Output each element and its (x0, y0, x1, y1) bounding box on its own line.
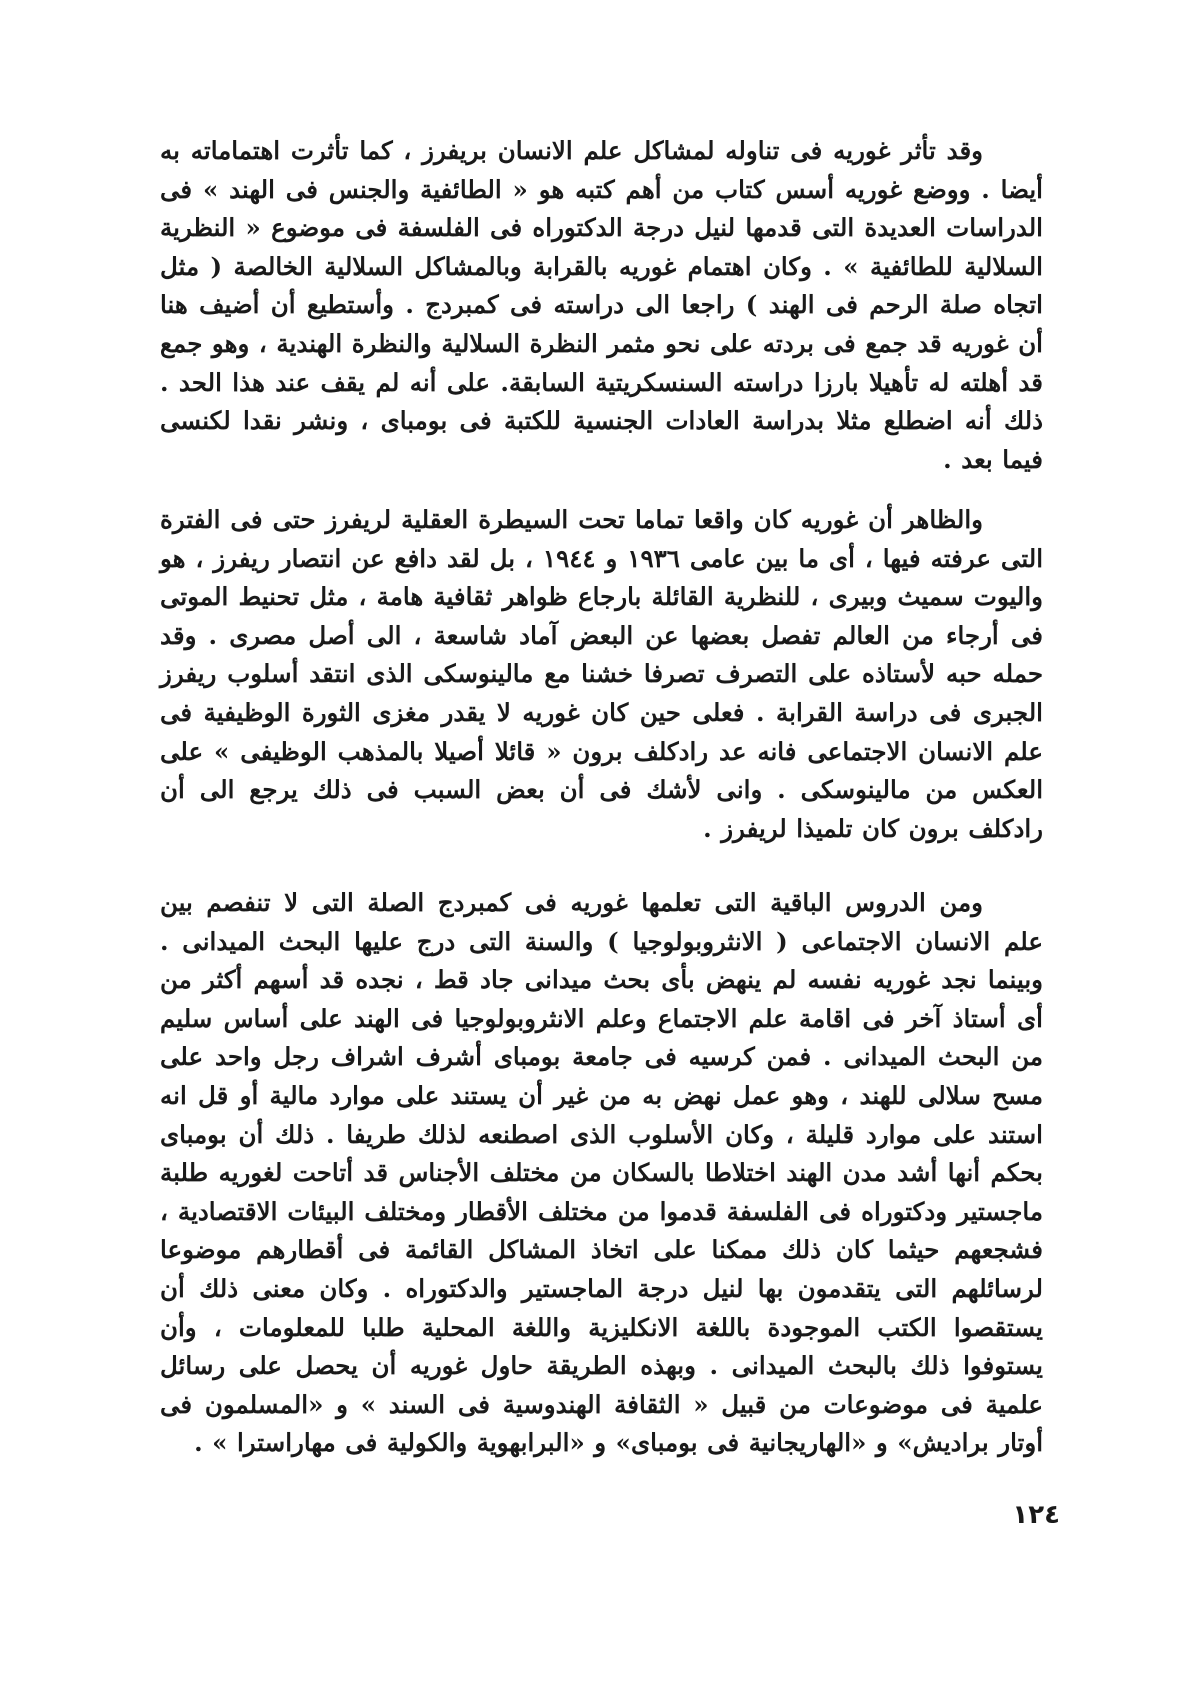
body-paragraph-3 (160, 884, 1043, 1463)
paragraph-text: ومن الدروس الباقية التى تعلمها غوريه فى كمبردج الصلة التى لا تنفصم بين علم الانسان الاجتماعى ( الانثروبولوجيا ) والسنة التى درج عليها البحث الميدانى . وبينما نجد غوريه نفسه لم ينهض بأى بحث ميدانى جاد قط ، نجده قد أسهم أكثر من أى أستاذ آخر فى اقامة علم الاجتماع وعلم الانثروبولوجيا فى الهند على أساس سليم من البحث الميدانى . فمن كرسيه فى جامعة بومباى أشرف اشراف رجل واحد على مسح سلالى للهند ، وهو عمل نهض به من غير أن يستند على موارد مالية أو قل انه استند على موارد قليلة ، وكان الأسلوب الذى اصطنعه لذلك طريفا . ذلك أن بومباى بحكم أنها أشد مدن الهند اختلاطا بالسكان من مختلف الأجناس قد أتاحت لغوريه طلبة ماجستير ودكتوراه فى الفلسفة قدموا من مختلف الأقطار ومختلف البيئات الاقتصادية ، فشجعهم حيثما كان ذلك ممكنا على اتخاذ المشاكل القائمة فى أقطارهم موضوعا لرسائلهم التى يتقدمون بها لنيل درجة الماجستير والدكتوراه . وكان معنى ذلك أن يستقصوا الكتب الموجودة باللغة الانكليزية واللغة المحلية طلبا للمعلومات ، وأن يستوفوا ذلك بالبحث الميدانى . وبهذه الطريقة حاول غوريه أن يحصل على رسائل علمية فى موضوعات من قبيل « الثقافة الهندوسية فى السند » و «المسلمون فى أوتار براديش» و «الهاريجانية فى بومباى» و «البرابهوية والكولية فى مهاراسترا » . (160, 888, 1043, 1458)
body-paragraph-1 (160, 132, 1043, 479)
paragraph-text: والظاهر أن غوريه كان واقعا تماما تحت السيطرة العقلية لريفرز حتى فى الفترة التى عرفته فيها ، أى ما بين عامى ١٩٣٦ و ١٩٤٤ ، بل لقد دافع عن انتصار ريفرز ، هو واليوت سميث وبيرى ، للنظرية القائلة بارجاع ظواهر ثقافية هامة ، مثل تحنيط الموتى فى أرجاء من العالم تفصل بعضها عن البعض آماد شاسعة ، الى أصل مصرى . وقد حمله حبه لأستاذه على التصرف تصرفا خشنا مع مالينوسكى الذى انتقد أسلوب ريفرز الجبرى فى دراسة القرابة . فعلى حين كان غوريه لا يقدر مغزى الثورة الوظيفية فى علم الانسان الاجتماعى فانه عد رادكلف برون « قائلا أصيلا بالمذهب الوظيفى » على العكس من مالينوسكى . وانى لأشك فى أن بعض السبب فى ذلك يرجع الى أن رادكلف برون كان تلميذا لريفرز . (160, 505, 1044, 843)
paragraph-text: وقد تأثر غوريه فى تناوله لمشاكل علم الانسان بريفرز ، كما تأثرت اهتماماته به أيضا . ووضع غوريه أسس كتاب من أهم كتبه هو « الطائفية والجنس فى الهند » فى الدراسات العديدة التى قدمها لنيل درجة الدكتوراه فى الفلسفة فى موضوع « النظرية السلالية للطائفية » . وكان اهتمام غوريه بالقرابة وبالمشاكل السلالية الخالصة ( مثل اتجاه صلة الرحم فى الهند ) راجعا الى دراسته فى كمبردج . وأستطيع أن أضيف هنا أن غوريه قد جمع فى بردته على نحو مثمر النظرة السلالية والنظرة الهندية ، وهو جمع قد أهلته له تأهيلا بارزا دراسته السنسكريتية السابقة. على أنه لم يقف عند هذا الحد . ذلك أنه اضطلع مثلا بدراسة العادات الجنسية للكتبة فى بومباى ، ونشر نقدا لكنسى فيما بعد . (160, 136, 1043, 474)
page-number: ١٢٤ (1012, 1500, 1060, 1530)
body-paragraph-2 (160, 501, 1043, 848)
